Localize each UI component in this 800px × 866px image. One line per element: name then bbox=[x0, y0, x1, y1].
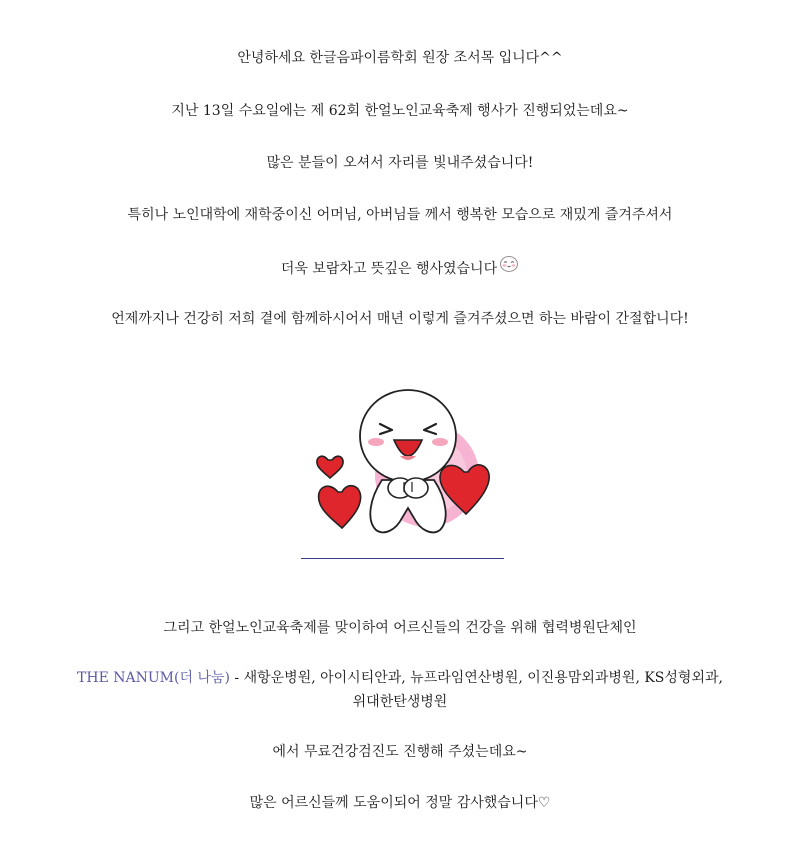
brand-name: THE NANUM(더 나눔) bbox=[77, 670, 230, 686]
checkup-intro-text: 그리고 한얼노인교육축제를 맞이하여 어르신들의 건강을 위해 협력병원단체인 bbox=[163, 620, 637, 636]
hospitals-list-continued: 위대한탄생병원 bbox=[352, 694, 448, 710]
meaningful-text: 더욱 보람차고 뜻깊은 행사였습니다 bbox=[280, 261, 498, 277]
greeting-text: 안녕하세요 한글음파이름학회 원장 조서목 입니다^^ bbox=[237, 50, 563, 66]
attendance-text: 많은 분들이 오셔서 자리를 빛내주셨습니다! bbox=[266, 155, 534, 171]
free-checkup-text: 에서 무료건강검진도 진행해 주셨는데요~ bbox=[272, 744, 528, 760]
hospitals-line bbox=[0, 668, 800, 688]
hospitals-list: - 새항운병원, 아이시티안과, 뉴프라임연산병원, 이진용맘외과병원, KS성형외과, bbox=[229, 670, 723, 686]
meaningful-line bbox=[0, 257, 800, 281]
event-text: 지난 13일 수요일에는 제 62회 한얼노인교육축제 행사가 진행되었는데요~ bbox=[171, 103, 629, 119]
smile-emoticon-icon bbox=[499, 255, 519, 279]
seniors-text: 특히나 노인대학에 재학중이신 어머님, 아버님들 께서 행복한 모습으로 재밌게 즐겨주셔서 bbox=[127, 207, 673, 223]
section-divider bbox=[301, 558, 504, 559]
wish-text: 언제까지나 건강히 저희 곁에 함께하시어서 매년 이렇게 즐겨주셨으면 하는 바람이 간절합니다! bbox=[111, 311, 689, 327]
happy-character-with-hearts-icon bbox=[300, 380, 510, 550]
thanks-text: 많은 어르신들께 도움이되어 정말 감사했습니다♡ bbox=[249, 795, 551, 811]
